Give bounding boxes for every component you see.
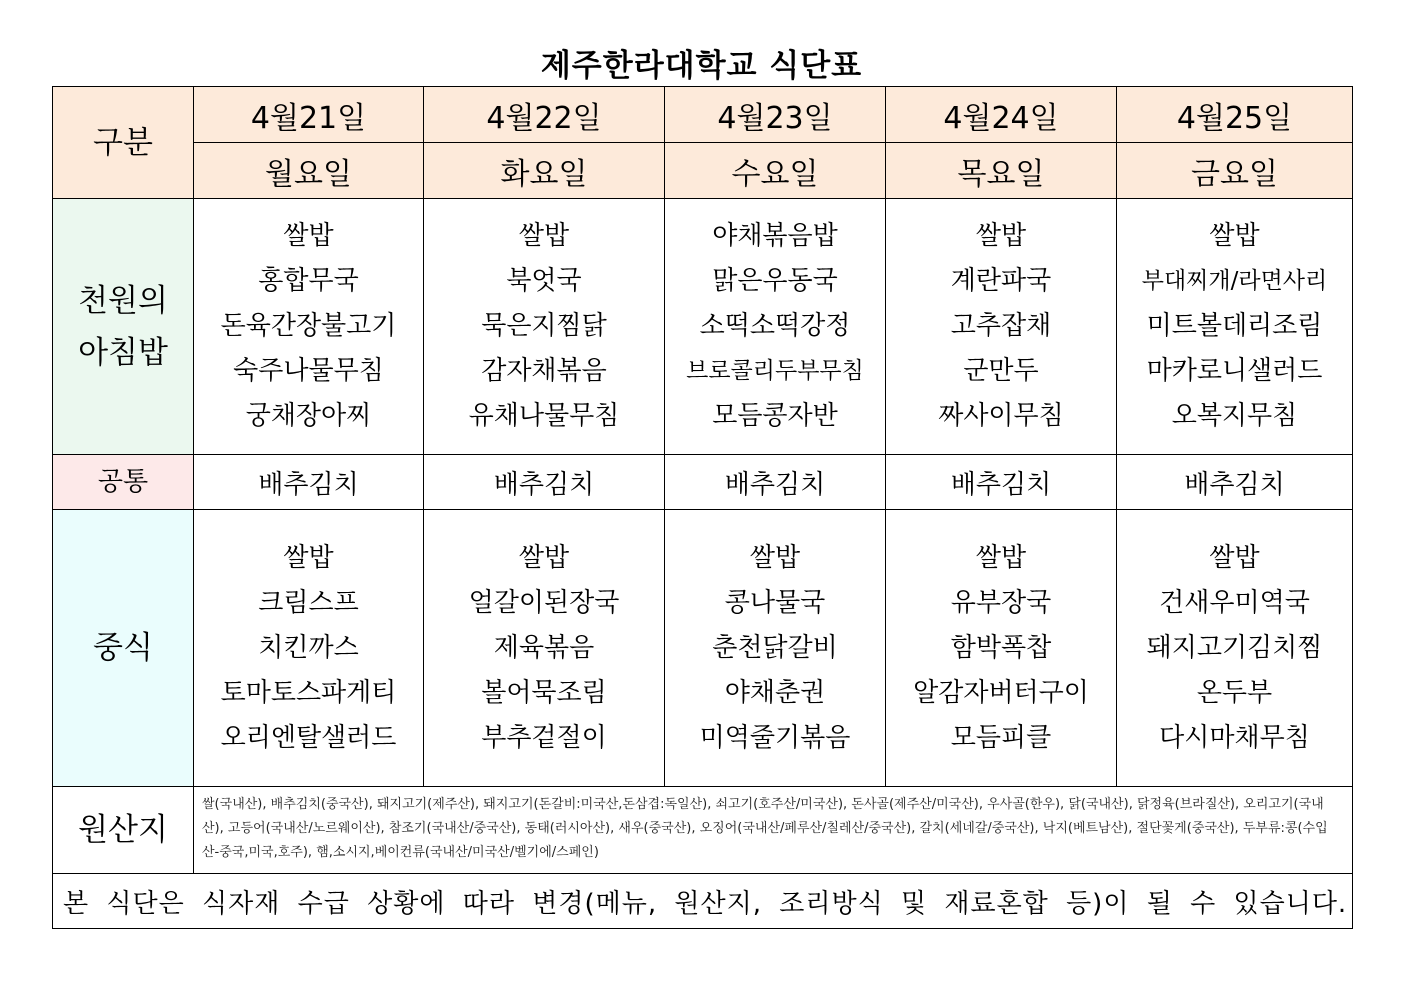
date-cell-mon: 4월21일 [194,87,424,143]
menu-item: 다시마채무침 [1159,722,1310,753]
date-row [53,87,1353,143]
common-cell-thu: 배추김치 [886,455,1117,510]
menu-item: 춘천닭갈비 [712,632,838,663]
lunch-cell-thu [886,510,1117,787]
menu-item: 온두부 [1196,677,1273,708]
breakfast-row [53,199,1353,455]
menu-item: 군만두 [963,356,1039,386]
lunch-cell-mon [194,510,424,787]
date-cell-fri: 4월25일 [1117,87,1353,143]
common-cell-tue: 배추김치 [424,455,665,510]
menu-item: 쌀밥 [518,542,570,573]
menu-item: 제육볶음 [493,632,595,663]
lunch-label: 중식 [53,510,194,787]
menu-item: 쌀밥 [975,221,1027,251]
menu-item: 부대찌개/라면사리 [1141,268,1328,294]
menu-item: 오리엔탈샐러드 [220,722,397,753]
origin-label: 원산지 [53,787,194,874]
menu-item: 미역줄기볶음 [699,722,851,753]
lunch-cell-wed [665,510,886,787]
day-cell-mon: 월요일 [194,143,424,199]
breakfast-label-line2: 아침밥 [78,334,168,371]
menu-item: 오복지무침 [1171,401,1298,431]
day-cell-fri: 금요일 [1117,143,1353,199]
menu-item: 함박폭찹 [950,632,1052,663]
menu-item: 크림스프 [258,587,359,618]
notice-text: 본 식단은 식자재 수급 상황에 따라 변경(메뉴, 원산지, 조리방식 및 재료혼합 등)이 될 수 있습니다. [53,874,1353,929]
menu-item: 알감자버터구이 [913,677,1089,708]
date-cell-wed: 4월23일 [665,87,886,143]
common-label: 공통 [53,455,194,510]
day-row [53,143,1353,199]
lunch-cell-fri [1117,510,1353,787]
menu-item: 유부장국 [950,587,1052,618]
menu-item: 치킨까스 [258,632,359,663]
menu-item: 쌀밥 [749,542,801,573]
menu-item: 쌀밥 [1209,221,1260,251]
menu-item: 짜사이무침 [938,401,1064,431]
breakfast-cell-mon [194,199,424,455]
menu-item: 쌀밥 [283,221,334,251]
breakfast-cell-fri [1117,199,1353,455]
lunch-row [53,510,1353,787]
category-header: 구분 [53,87,194,199]
menu-item: 궁채장아찌 [245,401,372,431]
common-cell-fri: 배추김치 [1117,455,1353,510]
menu-item: 묵은지찜닭 [481,311,607,341]
menu-item: 부추겉절이 [481,722,607,753]
date-cell-tue: 4월22일 [424,87,665,143]
menu-item: 북엇국 [506,266,582,296]
day-cell-wed: 수요일 [665,143,886,199]
menu-item: 돼지고기김치찜 [1146,632,1323,663]
menu-item: 야채춘권 [724,677,826,708]
menu-item: 토마토스파게티 [220,677,397,708]
menu-item: 얼갈이된장국 [468,587,620,618]
day-cell-thu: 목요일 [886,143,1117,199]
menu-item: 고추잡채 [950,311,1052,341]
menu-item: 감자채볶음 [481,356,607,386]
menu-item: 모듬콩자반 [712,401,838,431]
menu-item: 돈육간장불고기 [220,311,397,341]
menu-item: 쌀밥 [1209,542,1260,573]
menu-item: 맑은우동국 [712,266,838,296]
origin-row [53,787,1353,874]
menu-item: 볼어묵조림 [481,677,607,708]
menu-item: 쌀밥 [518,221,570,251]
menu-item: 모듬피클 [950,722,1052,753]
menu-table [52,86,1353,929]
day-cell-tue: 화요일 [424,143,665,199]
menu-item: 마카로니샐러드 [1146,356,1323,386]
menu-item: 건새우미역국 [1159,587,1310,618]
breakfast-label-line1: 천원의 [78,282,168,319]
menu-item: 소떡소떡강정 [699,311,851,341]
menu-item: 브로콜리두부무침 [686,358,864,384]
common-cell-mon: 배추김치 [194,455,424,510]
page-title: 제주한라대학교 식단표 [540,48,863,84]
menu-item: 야채볶음밥 [712,221,838,251]
common-row [53,455,1353,510]
menu-item: 콩나물국 [724,587,826,618]
lunch-cell-tue [424,510,665,787]
menu-item: 미트볼데리조림 [1146,311,1323,341]
menu-item: 계란파국 [950,266,1052,296]
breakfast-cell-wed [665,199,886,455]
menu-item: 숙주나물무침 [233,356,384,386]
common-cell-wed: 배추김치 [665,455,886,510]
date-cell-thu: 4월24일 [886,87,1117,143]
notice-row [53,874,1353,929]
breakfast-cell-tue [424,199,665,455]
menu-item: 유채나물무침 [468,401,620,431]
origin-text: 쌀(국내산), 배추김치(중국산), 돼지고기(제주산), 돼지고기(돈갈비:미국산,돈삼겹:독일산), 쇠고기(호주산/미국산), 돈사골(제주산/미국산), 우사골(한우), 닭(국내산), 닭정육(브라질산), 오리고기(국내산), 고등어(국내산/노르웨이산), 참조기(국내산/중국산), 동태(러시아산), 새우(중국산), 오징어(국내산/페루산/칠레산/중국산), 갈치(세네갈/중국산), 낙지(베트남산), 절단꽃게(중국산), 두부류:콩(수입산-중국,미국,호주), 햄,소시지,베이컨류(국내산/미국산/벨기에/스페인) [194,787,1353,874]
breakfast-label [53,199,194,455]
breakfast-cell-thu [886,199,1117,455]
menu-item: 쌀밥 [283,542,334,573]
menu-item: 홍합무국 [258,266,359,296]
menu-item: 쌀밥 [975,542,1027,573]
